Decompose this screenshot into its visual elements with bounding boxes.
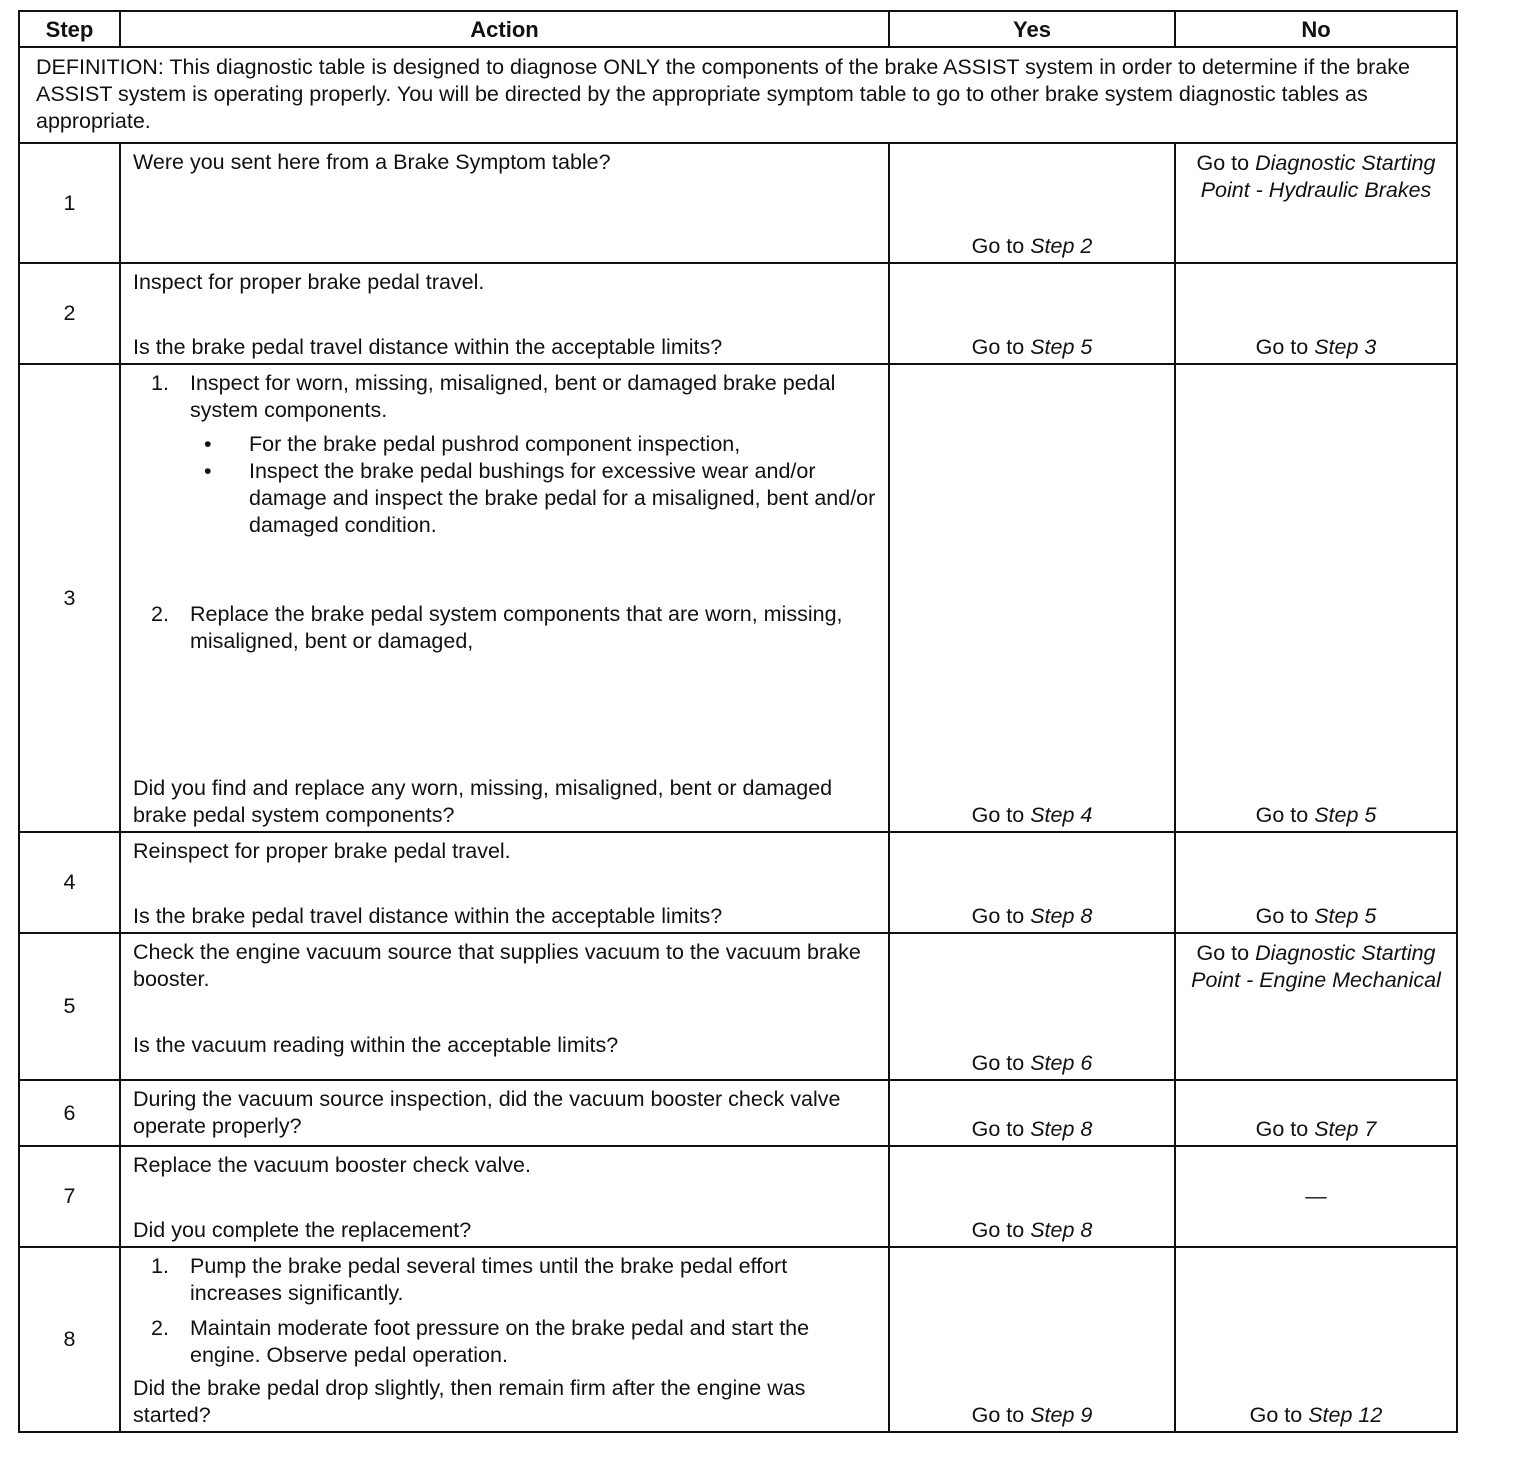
bullet-item: • For the brake pedal pushrod component inspection, [226,431,876,458]
action-cell [120,1146,889,1247]
table-row [19,1247,1457,1432]
list-item: 1. Pump the brake pedal several times until the brake pedal effort increases significantly. [151,1254,788,1305]
action-text: Inspect for proper brake pedal travel. [133,270,485,294]
no-link[interactable]: Step 12 [1308,1403,1383,1427]
no-link[interactable]: Diagnostic Starting Point - Engine Mechanical [1191,941,1441,992]
no-cell: Go to Diagnostic Starting Point - Hydraulic Brakes [1175,143,1457,263]
question-text: During the vacuum source inspection, did the vacuum booster check valve operate properly? [133,1087,841,1138]
no-dash: — [1305,1184,1327,1208]
header-no: No [1175,11,1457,47]
no-link[interactable]: Step 5 [1314,803,1377,827]
no-link[interactable]: Diagnostic Starting Point - Hydraulic Brakes [1200,151,1436,202]
yes-link[interactable]: Step 8 [1030,1218,1093,1242]
action-cell [120,143,889,263]
action-text: Reinspect for proper brake pedal travel. [133,839,511,863]
yes-link[interactable]: Step 5 [1030,335,1093,359]
action-cell [120,263,889,364]
yes-link[interactable]: Step 4 [1030,803,1093,827]
yes-link[interactable]: Step 9 [1030,1403,1093,1427]
table-row [19,263,1457,364]
step-number: 4 [19,832,120,933]
no-cell: Go to Step 5 [1175,832,1457,933]
question-text: Were you sent here from a Brake Symptom table? [133,150,611,174]
yes-link[interactable]: Step 8 [1030,904,1093,928]
list-item: 2. Replace the brake pedal system components that are worn, missing, misaligned, bent or damaged, [151,602,843,653]
question-text: Did you find and replace any worn, missing, misaligned, bent or damaged brake pedal system components? [133,776,833,827]
definition-row [19,47,1457,143]
action-cell [120,832,889,933]
table-row [19,933,1457,1080]
question-text: Is the vacuum reading within the acceptable limits? [133,1033,619,1057]
action-cell [120,1247,889,1432]
action-cell [120,1080,889,1146]
question-text: Did the brake pedal drop slightly, then remain firm after the engine was started? [133,1376,806,1427]
table-row [19,143,1457,263]
header-yes: Yes [889,11,1175,47]
step-number: 1 [19,143,120,263]
no-cell: Go to Step 12 [1175,1247,1457,1432]
question-text: Is the brake pedal travel distance within the acceptable limits? [133,904,723,928]
table-row [19,364,1457,832]
yes-link[interactable]: Step 6 [1030,1051,1093,1075]
no-cell: Go to Diagnostic Starting Point - Engine Mechanical [1175,933,1457,1080]
step-number: 8 [19,1247,120,1432]
yes-cell: Go to Step 8 [889,1146,1175,1247]
table-row [19,1080,1457,1146]
table-row [19,1146,1457,1247]
step-number: 7 [19,1146,120,1247]
header-step: Step [19,11,120,47]
step-number: 3 [19,364,120,832]
diagnostic-table [18,10,1458,1433]
action-text: Check the engine vacuum source that supplies vacuum to the vacuum brake booster. [133,940,861,991]
list-item: 2. Maintain moderate foot pressure on the brake pedal and start the engine. Observe pedal operation. [151,1316,810,1367]
no-link[interactable]: Step 3 [1314,335,1377,359]
no-link[interactable]: Step 5 [1314,904,1377,928]
action-list [133,1253,876,1369]
step-number: 6 [19,1080,120,1146]
step-number: 5 [19,933,120,1080]
header-action: Action [120,11,889,47]
question-text: Is the brake pedal travel distance within the acceptable limits? [133,335,723,359]
yes-cell: Go to Step 8 [889,832,1175,933]
no-cell: Go to Step 5 [1175,364,1457,832]
yes-cell: Go to Step 6 [889,933,1175,1080]
action-text: Replace the vacuum booster check valve. [133,1153,531,1177]
action-list [133,370,876,655]
yes-link[interactable]: Step 8 [1030,1117,1093,1141]
no-cell: Go to Step 7 [1175,1080,1457,1146]
header-row [19,11,1457,47]
question-text: Did you complete the replacement? [133,1218,472,1242]
yes-cell: Go to Step 9 [889,1247,1175,1432]
no-cell [1175,1146,1457,1247]
yes-cell: Go to Step 5 [889,263,1175,364]
list-item: 1. Inspect for worn, missing, misaligned, bent or damaged brake pedal system components. • For the brake pedal pushrod component inspection, • Inspect the brake pedal bushings for excessive wear and/or damage and inspect the brake pedal for a misaligned, bent and/or damaged condition. [167,370,876,539]
step-number: 2 [19,263,120,364]
bullet-list [190,431,876,539]
yes-cell: Go to Step 2 [889,143,1175,263]
yes-cell: Go to Step 8 [889,1080,1175,1146]
no-cell: Go to Step 3 [1175,263,1457,364]
yes-cell: Go to Step 4 [889,364,1175,832]
definition-text: DEFINITION: This diagnostic table is designed to diagnose ONLY the components of the brake ASSIST system in order to determine if the brake ASSIST system is operating properly. You will be directed by the appropriate symptom table to go to other brake system diagnostic tables as appropriate. [19,47,1457,143]
table-row [19,832,1457,933]
no-link[interactable]: Step 7 [1314,1117,1377,1141]
bullet-item: • Inspect the brake pedal bushings for excessive wear and/or damage and inspect the brake pedal for a misaligned, bent and/or damaged condition. [226,458,876,539]
action-cell [120,933,889,1080]
yes-link[interactable]: Step 2 [1030,234,1093,258]
action-cell [120,364,889,832]
